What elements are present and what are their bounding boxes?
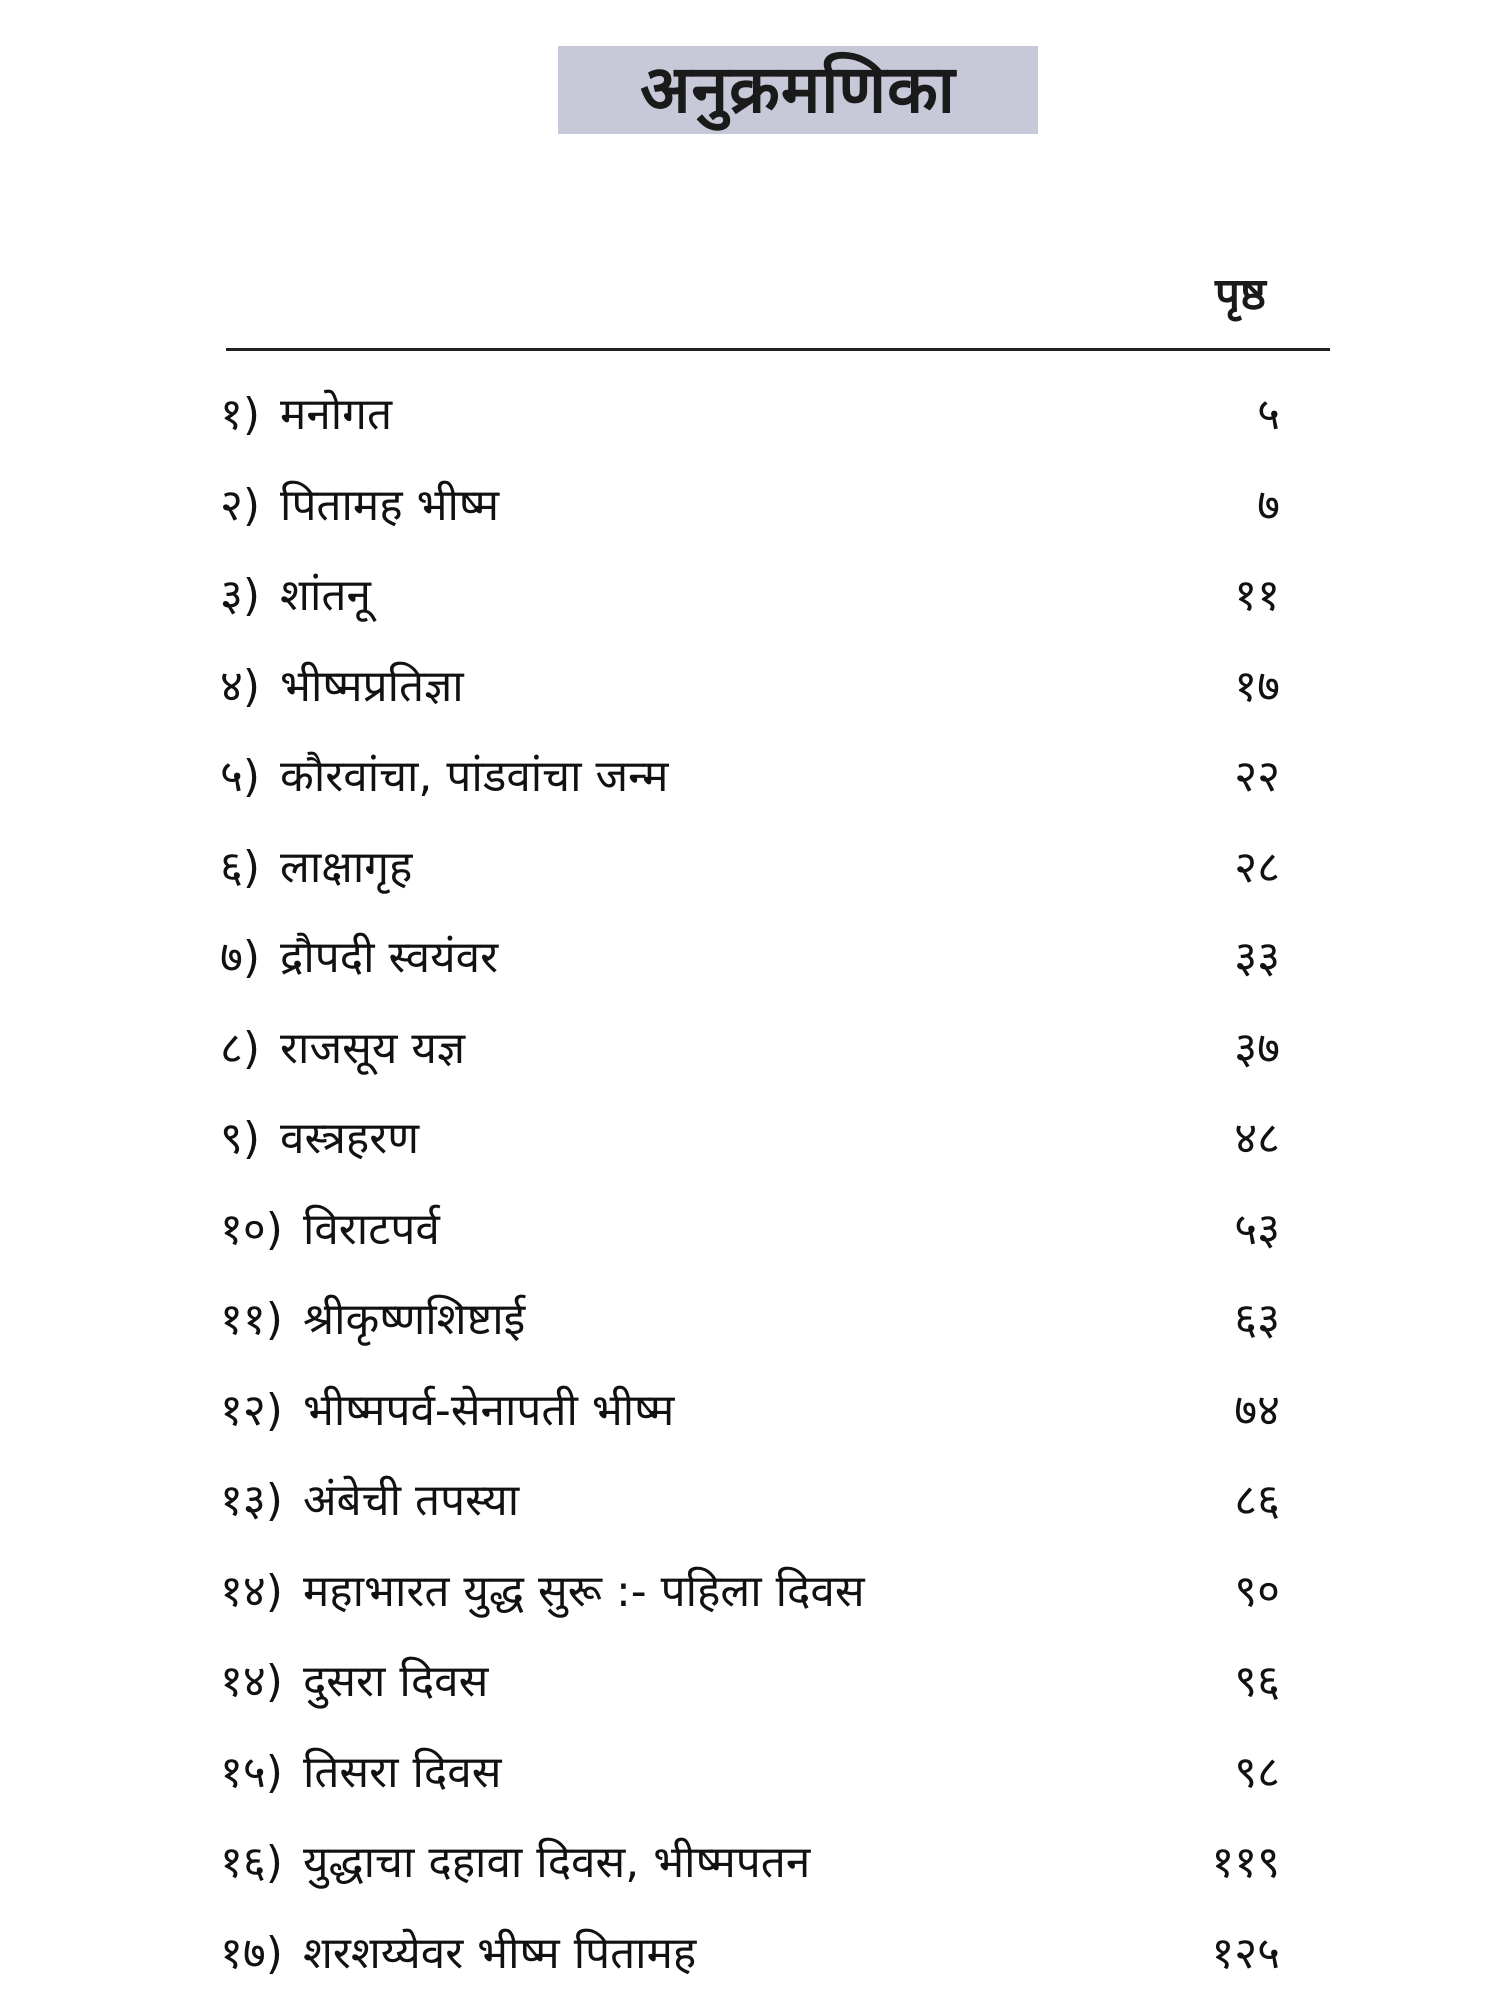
toc-entry-number: ८) [220, 1022, 261, 1074]
toc-entry-title: दुसरा दिवस [302, 1656, 489, 1708]
toc-entry-title: अंबेची तपस्या [302, 1475, 520, 1527]
heading-banner [558, 46, 1038, 134]
toc-entry-page: ६३ [1234, 1294, 1280, 1346]
toc-entry [220, 1909, 1280, 2000]
toc-entry-page: ४८ [1234, 1113, 1280, 1165]
toc-entry [220, 1637, 1280, 1728]
toc-entry-number: ५) [220, 751, 261, 803]
toc-entry-number: १) [220, 389, 261, 441]
toc-entry-title: मनोगत [280, 389, 393, 441]
toc-entry-number: १३) [220, 1475, 283, 1527]
toc-entry-number: १७) [220, 1927, 283, 1979]
toc-entry-page: १२५ [1211, 1927, 1280, 1979]
toc-entry-page: २८ [1234, 841, 1280, 893]
table-of-contents [220, 370, 1280, 1999]
toc-entry-page: ३७ [1234, 1022, 1280, 1074]
toc-entry-number: १६) [220, 1837, 283, 1889]
toc-entry-page: १७ [1234, 660, 1280, 712]
toc-entry-page: ३३ [1234, 932, 1280, 984]
toc-entry-title: पितामह भीष्म [280, 479, 500, 531]
toc-entry-page: ९६ [1234, 1656, 1280, 1708]
toc-entry-page: ७४ [1234, 1384, 1280, 1436]
toc-entry-title: महाभारत युद्ध सुरू :- पहिला दिवस [302, 1565, 865, 1617]
toc-entry-page: ११९ [1211, 1837, 1280, 1889]
toc-entry-title: विराटपर्व [302, 1203, 440, 1255]
toc-entry-page: ५ [1257, 389, 1280, 441]
toc-entry [220, 370, 1280, 461]
toc-entry-title: लाक्षागृह [280, 841, 413, 893]
toc-entry-title: शांतनू [280, 570, 371, 622]
toc-entry-number: ११) [220, 1294, 283, 1346]
toc-entry-number: ४) [220, 660, 261, 712]
toc-entry-page: ८६ [1234, 1475, 1280, 1527]
toc-entry [220, 1728, 1280, 1819]
toc-entry-page: ११ [1234, 570, 1280, 622]
toc-entry-number: ९) [220, 1113, 261, 1165]
toc-entry-number: ७) [220, 932, 261, 984]
toc-entry [220, 461, 1280, 552]
toc-entry-title: राजसूय यज्ञ [280, 1022, 466, 1074]
toc-entry-page: ९० [1234, 1565, 1280, 1617]
toc-entry [220, 1547, 1280, 1638]
toc-entry-page: ५३ [1234, 1203, 1280, 1255]
toc-entry [220, 1004, 1280, 1095]
toc-entry-number: १४) [220, 1656, 283, 1708]
toc-entry-page: २२ [1234, 751, 1280, 803]
toc-entry-number: ३) [220, 570, 261, 622]
toc-entry-number: १४) [220, 1565, 283, 1617]
toc-entry-title: भीष्मपर्व-सेनापती भीष्म [302, 1384, 675, 1436]
toc-entry-title: भीष्मप्रतिज्ञा [280, 660, 464, 712]
toc-entry [220, 1366, 1280, 1457]
toc-entry-title: युद्धाचा दहावा दिवस, भीष्मपतन [302, 1837, 811, 1889]
toc-entry [220, 1094, 1280, 1185]
toc-entry-number: १०) [220, 1203, 283, 1255]
toc-entry-page: ९८ [1234, 1746, 1280, 1798]
page-title: अनुक्रमणिका [640, 51, 956, 128]
toc-entry [220, 913, 1280, 1004]
page-column-label: पृष्ठ [1215, 269, 1266, 320]
toc-entry [220, 823, 1280, 914]
toc-entry-title: द्रौपदी स्वयंवर [280, 932, 499, 984]
toc-entry-title: कौरवांचा, पांडवांचा जन्म [280, 751, 669, 803]
header-divider [226, 348, 1330, 351]
toc-entry-page: ७ [1257, 479, 1280, 531]
toc-entry [220, 1818, 1280, 1909]
toc-entry-number: १५) [220, 1746, 283, 1798]
toc-entry [220, 1275, 1280, 1366]
toc-entry-number: १२) [220, 1384, 283, 1436]
toc-entry-title: तिसरा दिवस [302, 1746, 502, 1798]
toc-entry-title: श्रीकृष्णशिष्टाई [302, 1294, 526, 1346]
toc-entry [220, 551, 1280, 642]
toc-entry [220, 1185, 1280, 1276]
toc-entry-number: ६) [220, 841, 261, 893]
toc-entry [220, 1456, 1280, 1547]
toc-entry-number: २) [220, 479, 261, 531]
toc-entry-title: वस्त्रहरण [280, 1113, 420, 1165]
toc-entry [220, 642, 1280, 733]
toc-entry-title: शरशय्येवर भीष्म पितामह [302, 1927, 697, 1979]
toc-entry [220, 732, 1280, 823]
